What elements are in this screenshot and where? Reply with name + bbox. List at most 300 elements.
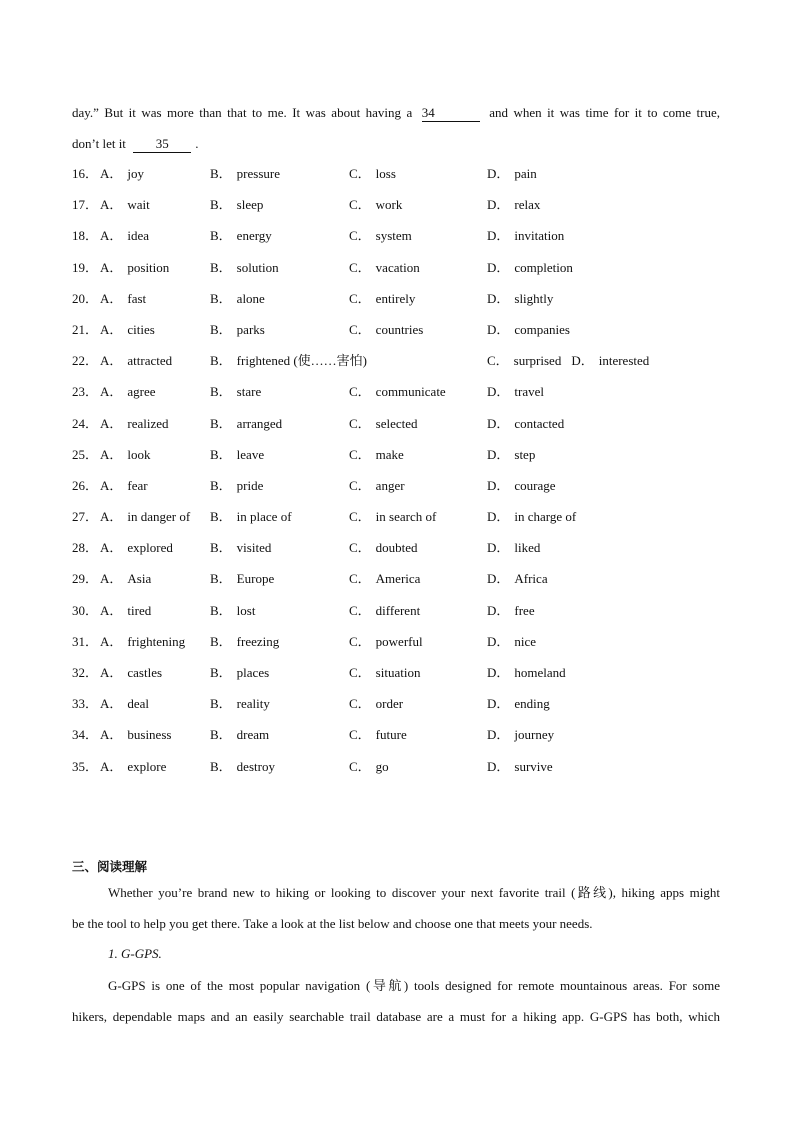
option-letter: B． [210,228,232,244]
option-text: idea [127,228,150,244]
option-text: pride [236,477,264,493]
option-letter: A． [100,509,123,525]
question-number [72,758,98,776]
option-text: wait [127,197,150,213]
option-text: explore [127,758,167,774]
option-text: 33． [72,696,99,712]
option-letter: D． [571,353,594,369]
option-c [349,446,404,464]
option-text: 29． [72,571,99,587]
option-letter: C． [349,696,371,712]
option-letter: C． [349,384,371,400]
option-a [100,508,190,526]
option-letter: B． [210,166,232,181]
option-text: ending [514,696,550,712]
option-letter: B． [210,415,232,431]
option-text: 19． [72,259,99,275]
option-b [210,726,269,744]
option-c [349,290,415,308]
option-text: agree [127,384,156,400]
option-letter: D． [487,290,510,306]
option-a [100,227,149,245]
option-text: homeland [514,665,566,680]
option-a [100,695,149,713]
option-letter: C． [349,415,371,431]
option-c [349,758,389,776]
option-letter: D． [487,602,510,618]
option-text: position [127,259,170,275]
option-letter: D． [487,696,510,712]
option-letter: B． [210,384,232,400]
option-text: frightened (使……害怕) [236,353,368,369]
option-letter: C． [349,321,371,337]
option-c [349,508,436,526]
question-row [72,508,732,539]
question-row [72,227,732,258]
option-a [100,165,144,183]
question-number [72,477,98,495]
option-letter: B． [210,665,232,680]
passage-text: and when it was time for it to come true, [489,105,720,120]
option-text: energy [236,228,272,244]
question-row [72,383,732,414]
option-c [349,602,420,620]
option-letter: C． [349,665,371,680]
option-text: alone [236,290,265,306]
option-text: order [375,696,404,712]
option-letter: A． [100,259,123,275]
option-letter: B． [210,696,232,712]
option-d [487,259,573,277]
option-letter: B． [210,197,232,213]
option-d [487,227,564,245]
option-c [349,383,446,401]
option-text: vacation [375,259,420,275]
option-text: journey [514,727,555,743]
blank-35: 35 [133,136,191,153]
question-row [72,165,732,196]
option-b [210,165,280,183]
option-text: 18． [72,228,99,244]
option-c [349,633,423,651]
option-text: completion [514,259,573,275]
question-number [72,321,98,339]
intro-paragraph-line-2: be the tool to help you get there. Take a look at the list below and choose one that meets your needs. [72,916,593,931]
option-d [487,539,540,557]
option-letter: C． [487,353,509,369]
option-letter: B． [210,602,232,618]
question-row [72,321,732,352]
question-number [72,383,98,401]
option-text: 27． [72,509,99,525]
option-a [100,758,166,776]
item-1-line-1: G-GPS is one of the most popular navigation (导航) tools designed for remote mountainous areas. For some [108,978,720,993]
option-b [210,695,270,713]
option-a [100,352,172,370]
question-number [72,227,98,245]
option-text: countries [375,321,424,337]
question-row [72,695,732,726]
option-text: places [236,665,270,680]
option-b [210,477,263,495]
option-d [487,570,548,588]
option-c [349,165,396,183]
option-letter: A． [100,384,123,400]
option-a [100,415,169,433]
option-letter: D． [487,197,510,213]
option-text: slightly [514,290,554,306]
option-d [487,415,564,433]
option-d [571,353,649,368]
question-number [72,259,98,277]
option-letter: D． [487,540,510,556]
option-letter: D． [487,571,510,587]
option-text: surprised [513,353,562,369]
option-text: deal [127,696,150,712]
question-row [72,726,732,757]
option-d [487,758,553,776]
option-text: tired [127,602,152,618]
option-letter: A． [100,321,123,337]
option-text: castles [127,665,163,680]
option-letter: C． [349,602,371,618]
option-b [210,664,269,682]
option-text: look [127,446,151,462]
option-text: reality [236,696,270,712]
option-letter: A． [100,290,123,306]
option-c [349,539,418,557]
option-text: 35． [72,758,99,774]
option-text: 25． [72,446,99,462]
option-letter: D． [487,166,510,181]
question-row [72,352,732,383]
option-text: America [375,571,421,587]
question-number [72,539,98,557]
option-letter: C． [349,633,371,649]
option-text: invitation [514,228,565,244]
option-letter: A． [100,477,123,493]
option-letter: D． [487,633,510,649]
option-letter: B． [210,259,232,275]
option-text: 30． [72,602,99,618]
option-letter: A． [100,727,123,743]
option-text: in search of [375,509,437,525]
option-d [487,664,566,682]
item-1-line-2: hikers, dependable maps and an easily searchable trail database are a must for a hiking app. G-GPS has both, which [72,1009,720,1024]
option-letter: C． [349,446,371,462]
option-letter: C． [349,571,371,587]
option-text: dream [236,727,270,743]
option-b [210,633,279,651]
option-text: 23． [72,384,99,400]
option-letter: C． [349,259,371,275]
option-a [100,383,156,401]
option-letter: B． [210,571,232,587]
section-heading: 三、阅读理解 [72,859,148,874]
question-row [72,290,732,321]
option-letter: D． [487,259,510,275]
option-a [100,664,162,682]
option-letter: C． [349,290,371,306]
option-text: powerful [375,633,423,649]
option-text: work [375,197,403,213]
option-b [210,602,255,620]
question-number [72,352,98,370]
question-number [72,602,98,620]
question-number [72,633,98,651]
option-text: 34． [72,727,99,743]
option-b [210,446,264,464]
question-number [72,664,98,682]
option-text: Asia [127,571,152,587]
question-number [72,570,98,588]
option-letter: A． [100,228,123,244]
option-letter: A． [100,602,123,618]
option-b [210,352,367,370]
option-text: 17． [72,197,99,213]
option-letter: D． [487,758,510,774]
option-text: pressure [236,166,280,181]
option-letter: C． [349,166,371,181]
option-text: attracted [127,353,173,369]
options-c-d [487,352,649,370]
option-c [349,726,407,744]
option-text: 24． [72,415,99,431]
option-text: Europe [236,571,275,587]
intro-paragraph-line-1: Whether you’re brand new to hiking or looking to discover your next favorite trail (路线), hiking apps might [108,885,720,900]
item-1-title: 1. G-GPS. [108,946,162,961]
option-text: in charge of [514,509,577,525]
option-text: 20． [72,290,99,306]
option-letter: A． [100,166,123,181]
option-text: pain [514,166,537,181]
option-text: 26． [72,477,99,493]
option-a [100,570,151,588]
option-text: make [375,446,404,462]
option-text: 28． [72,540,99,556]
option-b [210,758,275,776]
option-letter: C． [349,228,371,244]
option-b [210,383,261,401]
passage-text: . [195,136,199,151]
option-letter: A． [100,665,123,680]
option-letter: C． [349,509,371,525]
option-a [100,290,146,308]
option-text: lost [236,602,256,618]
option-d [487,383,544,401]
option-d [487,290,553,308]
option-b [210,227,272,245]
option-text: explored [127,540,173,556]
option-b [210,196,263,214]
option-letter: C． [349,197,371,213]
option-letter: D． [487,509,510,525]
option-d [487,196,540,214]
option-letter: D． [487,665,510,680]
option-c [349,415,418,433]
option-text: destroy [236,758,275,774]
option-letter: C． [349,477,371,493]
passage-text: don’t let it [72,136,126,151]
option-letter: B． [210,446,232,462]
option-letter: B． [210,758,232,774]
option-text: liked [514,540,541,556]
option-letter: B． [210,477,232,493]
option-d [487,726,554,744]
option-text: interested [598,353,650,369]
question-row [72,446,732,477]
option-text: relax [514,197,541,213]
option-text: courage [514,477,556,493]
option-letter: A． [100,197,123,213]
option-b [210,570,274,588]
option-text: nice [514,633,537,649]
question-number [72,415,98,433]
question-number [72,508,98,526]
option-letter: A． [100,415,123,431]
option-c [349,570,420,588]
option-text: travel [514,384,544,400]
option-c [349,321,423,339]
option-a [100,446,151,464]
option-letter: B． [210,633,232,649]
option-text: anger [375,477,405,493]
option-text: selected [375,415,418,431]
option-text: 32． [72,665,99,680]
option-a [100,321,155,339]
option-a [100,539,173,557]
option-text: free [514,602,535,618]
option-letter: A． [100,633,123,649]
option-text: loss [375,166,396,181]
option-c [349,664,420,682]
passage-line-2 [72,135,720,153]
question-row [72,570,732,601]
question-row [72,633,732,664]
option-c [349,695,403,713]
option-text: survive [514,758,553,774]
option-d [487,446,535,464]
option-a [100,602,151,620]
option-text: visited [236,540,272,556]
option-b [210,259,279,277]
option-text: leave [236,446,265,462]
option-letter: A． [100,540,123,556]
option-c [487,353,561,368]
question-number [72,196,98,214]
option-letter: D． [487,727,510,743]
option-text: parks [236,321,265,337]
option-text: fast [127,290,147,306]
option-d [487,508,576,526]
option-text: doubted [375,540,418,556]
question-row [72,758,732,789]
option-b [210,539,271,557]
option-a [100,259,169,277]
option-text: companies [514,321,570,337]
option-b [210,415,282,433]
question-number [72,165,98,183]
option-text: step [514,446,536,462]
option-a [100,477,148,495]
option-letter: A． [100,696,123,712]
option-d [487,321,570,339]
option-text: Africa [514,571,548,587]
option-text: arranged [236,415,283,431]
question-row [72,602,732,633]
option-a [100,726,171,744]
option-c [349,477,405,495]
question-options-list [72,165,732,789]
option-d [487,602,535,620]
question-number [72,695,98,713]
option-text: realized [127,415,169,431]
question-row [72,259,732,290]
option-b [210,508,292,526]
option-b [210,290,265,308]
option-text: cities [127,321,155,337]
option-d [487,477,556,495]
option-letter: D． [487,415,510,431]
option-letter: A． [100,571,123,587]
option-text: situation [375,665,421,680]
option-b [210,321,265,339]
option-letter: D． [487,321,510,337]
option-letter: C． [349,540,371,556]
option-d [487,165,537,183]
option-letter: D． [487,446,510,462]
option-text: solution [236,259,279,275]
option-letter: B． [210,540,232,556]
option-text: communicate [375,384,446,400]
option-a [100,196,150,214]
question-row [72,664,732,695]
option-letter: B． [210,353,232,369]
option-letter: D． [487,228,510,244]
option-text: fear [127,477,148,493]
option-text: in place of [236,509,292,525]
option-letter: D． [487,384,510,400]
option-text: system [375,228,412,244]
question-row [72,477,732,508]
option-text: future [375,727,407,743]
option-text: frightening [127,633,186,649]
option-text: 22． [72,353,99,369]
option-text: business [127,727,172,743]
question-row [72,196,732,227]
option-d [487,633,536,651]
option-letter: C． [349,727,371,743]
passage-text: day.” But it was more than that to me. It was about having a [72,105,413,120]
option-letter: B． [210,727,232,743]
option-d [487,695,550,713]
option-text: entirely [375,290,416,306]
question-number [72,726,98,744]
question-row [72,539,732,570]
option-text: in danger of [127,509,191,525]
option-letter: B． [210,321,232,337]
option-letter: A． [100,446,123,462]
option-c [349,259,420,277]
option-letter: D． [487,477,510,493]
option-letter: B． [210,509,232,525]
option-a [100,633,185,651]
option-text: joy [127,166,145,181]
option-text: freezing [236,633,280,649]
option-letter: C． [349,758,371,774]
option-text: 21． [72,321,99,337]
option-text: 31． [72,633,99,649]
